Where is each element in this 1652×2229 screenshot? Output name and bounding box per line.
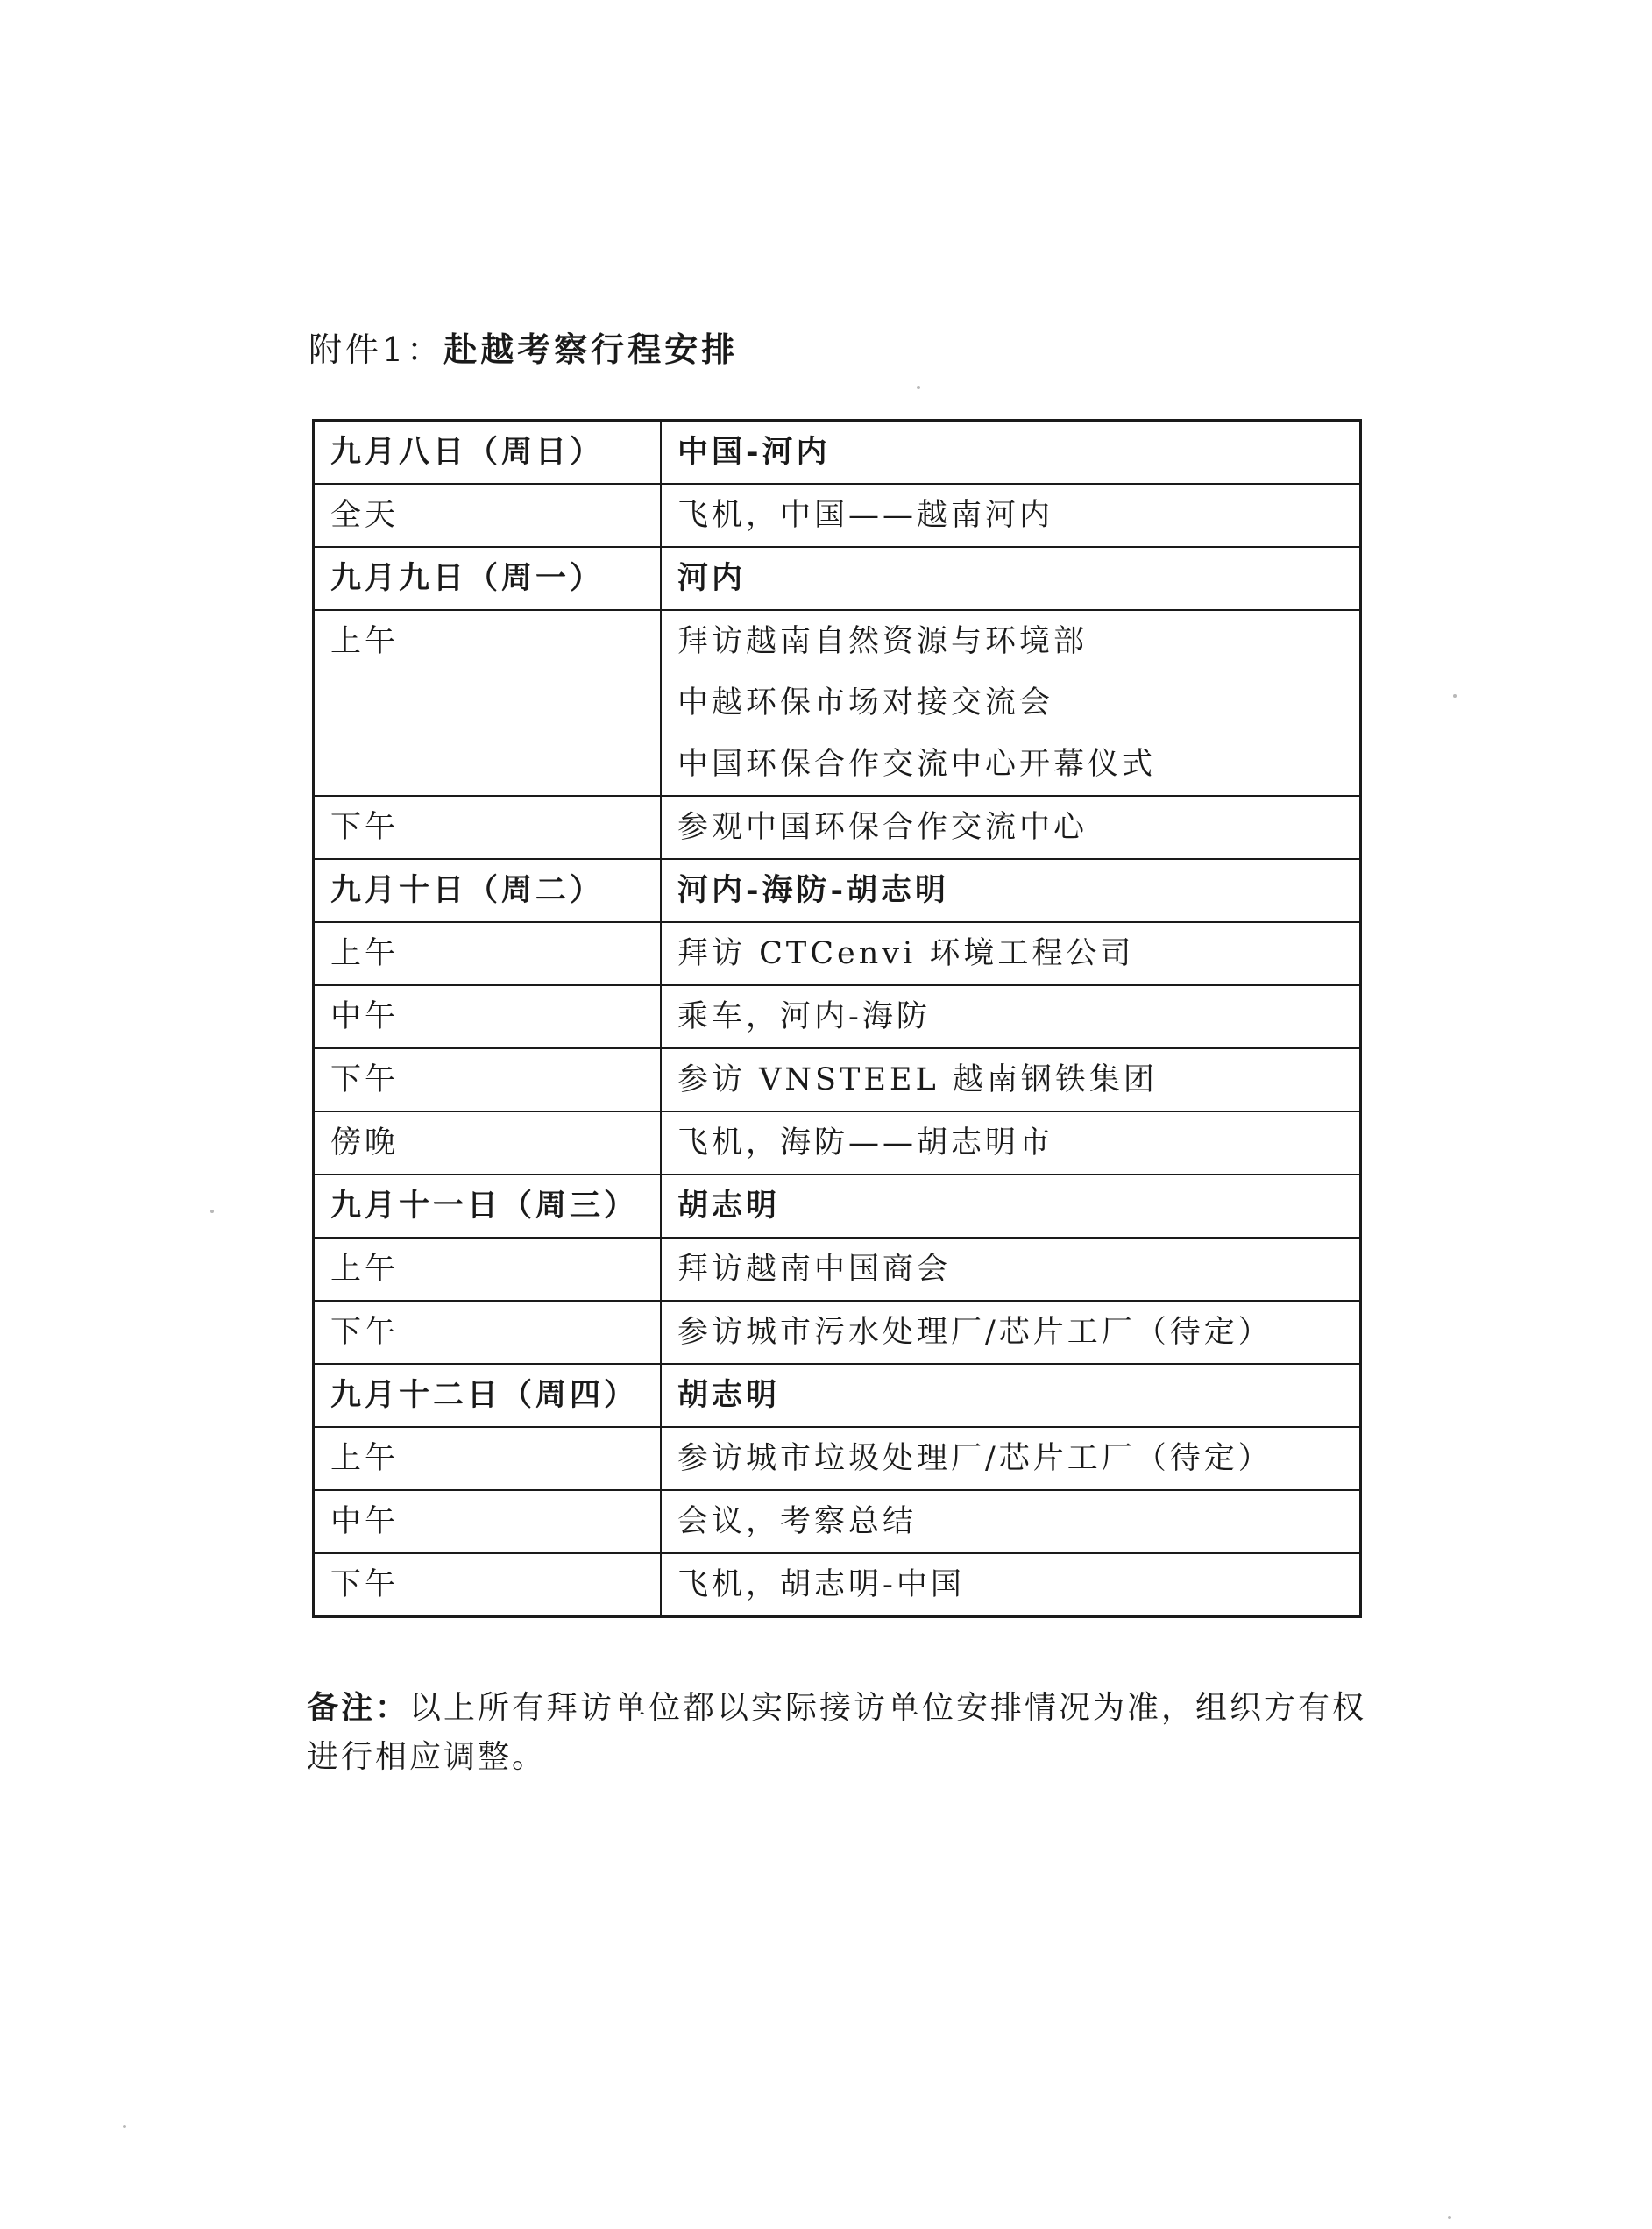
day-date-cell: 九月十二日（周四） (314, 1364, 662, 1427)
activity-line: 拜访越南自然资源与环境部 (677, 624, 1088, 659)
schedule-row (314, 922, 1361, 985)
schedule-row (314, 1490, 1361, 1553)
day-date-cell: 九月九日（周一） (314, 547, 662, 610)
day-date-cell: 九月十日（周二） (314, 859, 662, 922)
schedule-row (314, 484, 1361, 547)
activity-line: 河内-海防-胡志明 (677, 872, 950, 908)
time-slot-cell: 下午 (314, 796, 662, 859)
time-slot-cell: 傍晚 (314, 1111, 662, 1175)
activity-line: 拜访越南中国商会 (677, 1252, 952, 1287)
day-route-cell (661, 547, 1361, 610)
activity-cell (661, 1490, 1361, 1553)
activity-cell (661, 484, 1361, 547)
activity-line: 中国环保合作交流中心开幕仪式 (677, 747, 1157, 782)
activity-line: 会议，考察总结 (677, 1504, 918, 1539)
scan-speck (1453, 694, 1457, 698)
activity-line: 中越环保市场对接交流会 (677, 685, 1054, 721)
attachment-label: 附件1： (308, 330, 444, 369)
activity-cell (661, 796, 1361, 859)
activity-cell (661, 922, 1361, 985)
itinerary-table (312, 419, 1362, 1618)
day-route-cell (661, 421, 1361, 485)
schedule-row (314, 1238, 1361, 1301)
scan-speck (917, 386, 920, 389)
activity-cell (661, 1238, 1361, 1301)
day-route-cell (661, 1364, 1361, 1427)
day-header-row (314, 547, 1361, 610)
time-slot-cell: 下午 (314, 1048, 662, 1111)
activity-line: 飞机，海防——胡志明市 (677, 1125, 1054, 1161)
activity-line: 飞机，胡志明-中国 (677, 1567, 965, 1602)
time-slot-cell: 中午 (314, 985, 662, 1048)
schedule-row (314, 985, 1361, 1048)
day-header-row (314, 1364, 1361, 1427)
scan-speck (1448, 2216, 1451, 2219)
activity-cell (661, 1427, 1361, 1490)
activity-cell (661, 1048, 1361, 1111)
time-slot-cell: 上午 (314, 922, 662, 985)
activity-line: 参访城市污水处理厂/芯片工厂（待定） (677, 1315, 1273, 1350)
activity-line: 参访城市垃圾处理厂/芯片工厂（待定） (677, 1441, 1273, 1476)
day-route-cell (661, 859, 1361, 922)
activity-cell (661, 610, 1361, 796)
day-header-row (314, 1175, 1361, 1238)
time-slot-cell: 上午 (314, 1427, 662, 1490)
activity-cell (661, 1553, 1361, 1617)
schedule-row (314, 1048, 1361, 1111)
day-header-row (314, 859, 1361, 922)
schedule-row (314, 1301, 1361, 1364)
activity-line: 胡志明 (677, 1377, 781, 1413)
day-date-cell: 九月十一日（周三） (314, 1175, 662, 1238)
activity-cell (661, 1111, 1361, 1175)
activity-line: 参访 VNSTEEL 越南钢铁集团 (677, 1062, 1158, 1097)
time-slot-cell: 上午 (314, 610, 662, 796)
activity-line: 乘车，河内-海防 (677, 999, 931, 1034)
schedule-row (314, 1553, 1361, 1617)
activity-line: 中国-河内 (677, 434, 831, 470)
activity-line: 河内 (677, 560, 747, 596)
time-slot-cell: 中午 (314, 1490, 662, 1553)
activity-cell (661, 1301, 1361, 1364)
day-date-cell: 九月八日（周日） (314, 421, 662, 485)
time-slot-cell: 全天 (314, 484, 662, 547)
schedule-row (314, 610, 1361, 796)
remark-text: 以上所有拜访单位都以实际接访单位安排情况为准，组织方有权进行相应调整。 (307, 1690, 1367, 1775)
document-title: 赴越考察行程安排 (443, 330, 739, 369)
schedule-row (314, 796, 1361, 859)
activity-line: 拜访 CTCenvi 环境工程公司 (677, 936, 1135, 971)
schedule-row (314, 1111, 1361, 1175)
remark-label: 备注： (307, 1689, 410, 1726)
activity-line: 参观中国环保合作交流中心 (677, 810, 1088, 845)
scan-speck (123, 2125, 126, 2128)
remark-paragraph (307, 1683, 1393, 1782)
activity-cell (661, 985, 1361, 1048)
itinerary-table-body (314, 421, 1361, 1617)
time-slot-cell: 下午 (314, 1553, 662, 1617)
activity-line: 胡志明 (677, 1188, 781, 1224)
time-slot-cell: 下午 (314, 1301, 662, 1364)
activity-line: 飞机，中国——越南河内 (677, 498, 1054, 533)
time-slot-cell: 上午 (314, 1238, 662, 1301)
day-route-cell (661, 1175, 1361, 1238)
day-header-row (314, 421, 1361, 485)
schedule-row (314, 1427, 1361, 1490)
attachment-heading (308, 323, 738, 371)
scan-speck (210, 1210, 214, 1213)
